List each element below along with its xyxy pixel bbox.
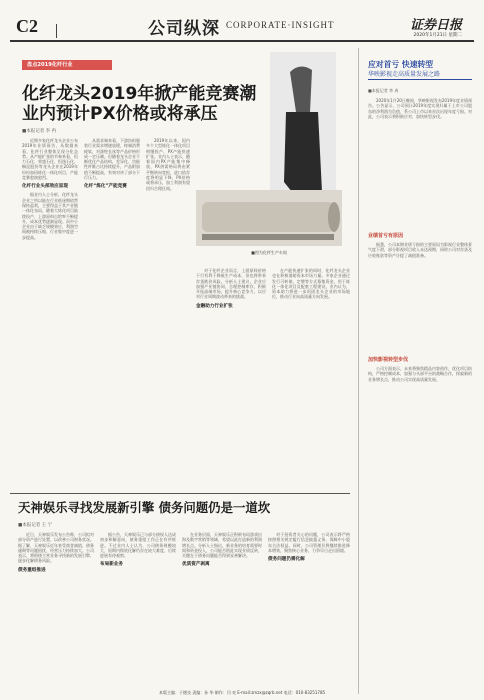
sidebar-subheading-2: 加快影视转型步伐	[368, 357, 409, 363]
article1-column-5	[272, 268, 350, 488]
subheading: 金融助力行业扩张	[196, 303, 233, 309]
page-number: C2	[16, 16, 38, 36]
subheading: 债务问题仍需化解	[268, 557, 305, 563]
issue-date: 2020年1月21日 星期二	[413, 33, 462, 38]
second-article-byline: ■本报记者 王 宁	[18, 523, 53, 528]
header-divider	[56, 24, 57, 38]
paragraph: 2019年以来，国内多个大型炼化一体化项目相继投产，PX产能快速扩张。业内人士表示，随着国内PX产能集中释放，PX供需格局将由紧平衡转向宽松，进口依存度将明显下降，PX价格或将承压，加工利润有望回归合理区间。	[146, 138, 190, 191]
article-byline: ■本报记者 李 冉	[22, 129, 57, 134]
sidebar-subheadline-rule	[368, 79, 472, 80]
article-tag: 盘点2019化纤行业	[22, 60, 112, 70]
section-title-english: CORPORATE·INSIGHT	[226, 20, 335, 30]
sidebar-subheadline: 华映影视走高质量发展之路	[368, 71, 441, 78]
page-header	[10, 14, 474, 40]
paragraph: 在产能快速扩张的同时，化纤龙头企业也在积极借助资本市场力量。多家企业通过发行可转债、定增等方式募集资金，用于炼化一体化项目及配套工程建设。业内认为，资本助力将进一步巩固龙头企业的市场地位，推动行业向高质量方向发展。	[272, 268, 350, 300]
yarn-roll-machine-photo	[196, 190, 342, 246]
article1-column-3	[146, 138, 190, 488]
article-separator	[10, 493, 350, 494]
article2-column-2	[100, 532, 176, 682]
sidebar-intro	[368, 98, 472, 228]
headline-line-1: 化纤龙头2019年掀产能竞赛潮	[22, 84, 257, 104]
headline-line-2: 业内预计PX价格或将承压	[22, 104, 218, 124]
main-headline	[22, 84, 262, 124]
sidebar-byline: ■本报记者 李 冉	[368, 88, 399, 93]
header-rule	[10, 40, 474, 42]
page-footer: 本版主编：于德良 责编：孙 华 制作：闫 亮 E-mail:zmzx@zqrb.net 电话：010-83251785	[158, 690, 326, 695]
paragraph: 从需求端来看，下游纺织服装行业需求增速放缓，终端消费疲软，对涤纶长丝等产品价格形成一定压制。但随着龙头企业不断优化产品结构，差异化、功能性纤维占比持续提升，产品附加值不断提高，有效对冲了部分下行压力。	[84, 138, 140, 181]
paragraph: 近期多家化纤龙头企业公布2019年业绩预告，从数据来看，化纤行业整体呈现分化态势。从产能扩张的节奏来看，恒力石化、荣盛石化、恒逸石化、桐昆股份等龙头企业在2019年纷纷加码炼化一体化项目，产能竞赛愈演愈烈。	[22, 138, 78, 181]
paragraph: 据业内人士分析，化纤龙头企业之所以能在行业低迷期依然保持盈利，主要得益于其产业链一体化布局。随着大炼化项目陆续投产，上游原料自给率不断提升，成本优势逐渐显现。而中小企业由于缺乏规模效应，利润空间被持续压缩，行业集中度进一步提高。	[22, 192, 78, 240]
article1-column-1	[22, 138, 78, 488]
subheading: 化纤“炼化”产能竞赛	[84, 184, 127, 190]
sidebar-body-1	[368, 242, 472, 352]
paragraph: 在业务层面，天神娱乐正积极布局游戏出海及数字营销等领域，希望以此打造新的利润增长点。分析人士指出，新业务的培育需要时间和资金投入，公司能否借此实现业绩反转，关键在于债务问题能否得到妥善解决。	[182, 532, 262, 559]
sidebar-subheading-1: 业绩首亏有原因	[368, 233, 404, 239]
paragraph: 对于投资者关心的问题，公司表示将严格按照相关规定履行信息披露义务，保障中小股东合法权益。同时，公司管理层将继续推进降本增效，聚焦核心业务，力争早日走出困境。	[268, 532, 350, 553]
second-headline: 天神娱乐寻找发展新引擎 债务问题仍是一道坎	[18, 500, 271, 515]
paragraph: 近日，天神娱乐发布公告称，公司拟对部分资产进行处置，以改善公司财务状况。据了解，天神娱乐近年来受商誉减值、债务逾期等问题困扰，经营压力持续加大。公司表示，将围绕主营业务寻找新的发展引擎，逐步化解债务风险。	[18, 532, 94, 564]
paragraph: 2020年1月20日晚间，华映影视发布2019年度业绩预告。公告显示，公司预计2019年度实现归属于上市公司股东的净利润为负值，系公司上市以来首次出现年度亏损。对此，公司表示将积极应对，加快转型步伐。	[368, 98, 472, 119]
paragraph: 据公告，天神娱乐已与部分债权人达成初步和解意向，债务重组工作正在有序推进。不过业内人士认为，公司债务规模较大，短期内彻底化解仍存在较大难度，后续进展有待观察。	[100, 532, 176, 559]
article1-column-2	[84, 138, 140, 488]
article2-column-1	[18, 532, 94, 682]
subheading: 布局新业务	[100, 562, 123, 568]
article2-column-4	[268, 532, 350, 682]
article2-column-3	[182, 532, 262, 682]
subheading: 优质资产剥离	[182, 562, 210, 568]
subheading: 债务重组推进	[18, 567, 46, 573]
paragraph: 对于化纤企业而言，上游原料价格下行有利于降低生产成本，但也将带来存货跌价风险。分析人士建议，企业应加强产业链协同，合理控制库存，积极开拓高端市场，提升核心竞争力，以应对行业周期波动带来的挑战。	[196, 268, 266, 300]
sidebar-headline: 应对首亏 快速转型	[368, 60, 434, 69]
article1-column-4	[196, 268, 266, 488]
section-title: 公司纵深	[148, 19, 220, 38]
paragraph: 据悉，公司本期业绩亏损的主要原因为影视行业整体景气度下滑，部分影视项目收入未达预期，同时公司对存货及应收账款等资产计提了减值准备。	[368, 242, 472, 258]
photo-caption: ■图为化纤生产车间	[251, 250, 287, 255]
sidebar-body-2	[368, 366, 472, 684]
subheading: 化纤行业头部效应显现	[22, 184, 68, 190]
paragraph: 公司方面表示，未来将聚焦精品内容创作，优化项目结构，严格控制成本，加强与头部平台的战略合作，探索新的业务增长点，推动公司实现高质量发展。	[368, 366, 472, 382]
newspaper-logo: 证券日报	[409, 17, 462, 32]
